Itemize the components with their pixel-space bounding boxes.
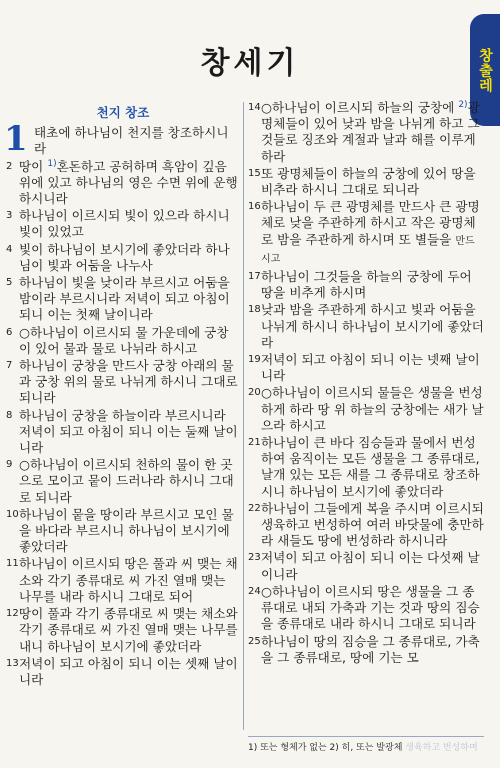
verse-number: 17 xyxy=(248,271,261,283)
verse-number: 16 xyxy=(248,201,261,213)
verse xyxy=(6,275,240,324)
verse-number: 19 xyxy=(248,354,261,366)
verse xyxy=(6,208,240,240)
verse xyxy=(248,550,484,582)
verse xyxy=(6,556,240,605)
verse xyxy=(248,100,484,165)
footnote-faded-text: 생육하고 번성하며 xyxy=(405,743,478,753)
verse-text: 광명체들이 있어 낮과 밤을 나뉘게 하고 그것들로 징조와 계절과 날과 해를 이루게 하라 xyxy=(261,100,480,164)
section-heading: 천지 창조 xyxy=(96,105,150,120)
chapter-number: 1 xyxy=(4,119,28,160)
verse-text: 저녁이 되고 아침이 되니 이는 셋째 날이니라 xyxy=(19,655,238,687)
verse-text: 하나님이 큰 바다 짐승들과 물에서 번성하여 움직이는 모든 생물을 그 종류대로, 날개 있는 모든 새를 그 종류대로 창조하시니 하나님이 보시기에 좋았더라 xyxy=(261,435,480,499)
verse xyxy=(248,385,484,434)
verse-number: 15 xyxy=(248,167,261,179)
verse-text: ○하나님이 이르시되 땅은 생물을 그 종류대로 내되 가축과 기는 것과 땅의 짐승을 종류대로 내라 하시니 그대로 되니라 xyxy=(261,583,480,632)
verse-text: ○하나님이 이르시되 물들은 생물을 번성하게 하라 땅 위 하늘의 궁창에는 새가 날으라 하시고 xyxy=(261,385,484,433)
verse-text-small: 만드시고 xyxy=(261,235,475,265)
verse xyxy=(6,159,240,208)
verse-number: 3 xyxy=(6,210,13,222)
verse xyxy=(6,325,240,357)
verse-text: 태초에 하나님이 천지를 창조하시니라 xyxy=(34,125,229,157)
right-column xyxy=(248,100,484,667)
verse-text: ○하나님이 이르시되 하늘의 궁창에 xyxy=(261,100,459,115)
verse-number: 22 xyxy=(248,502,261,514)
footnote-marker: 1) xyxy=(47,158,57,169)
verse-text: 빛이 하나님이 보시기에 좋았더라 하나님이 빛과 어둠을 나누사 xyxy=(19,241,230,273)
footnote-text: 1) 또는 형체가 없는 2) 히, 또는 발광체 xyxy=(248,743,403,753)
verse-number: 7 xyxy=(6,360,13,372)
verse-text: 저녁이 되고 아침이 되니 이는 넷째 날이니라 xyxy=(261,352,480,384)
verse xyxy=(248,352,484,384)
verse-text: 하나님이 그들에게 복을 주시며 이르시되 생육하고 번성하여 여러 바닷물에 충만하라 새들도 땅에 번성하라 하시니라 xyxy=(261,500,484,549)
verse-text: 하나님이 뭍을 땅이라 부르시고 모인 물을 바다라 부르시니 하나님이 보시기에 좋았더라 xyxy=(19,506,234,555)
verse-text: 하나님이 궁창을 하늘이라 부르시니라 저녁이 되고 아침이 되니 이는 둘째 날이니라 xyxy=(19,407,238,456)
verse-number: 21 xyxy=(248,437,261,449)
verse xyxy=(248,302,484,351)
verse-number: 11 xyxy=(6,558,19,570)
verse-number: 18 xyxy=(248,304,261,316)
verse-number: 24 xyxy=(248,585,261,597)
verse xyxy=(248,435,484,500)
verse xyxy=(6,242,240,274)
verse-text: ○하나님이 이르시되 천하의 물이 한 곳으로 모이고 뭍이 드러나라 하시니 그대로 되니라 xyxy=(19,457,234,505)
verse xyxy=(248,166,484,198)
verse-number: 10 xyxy=(6,508,19,520)
verse-text: 하나님이 이르시되 빛이 있으라 하시니 빛이 있었고 xyxy=(19,208,230,240)
verse-number: 6 xyxy=(6,326,13,338)
verse-text: 하나님이 빛을 낮이라 부르시고 어둠을 밤이라 부르시니라 저녁이 되고 아침이 되니 이는 첫째 날이니라 xyxy=(19,275,230,323)
verse-text: 하나님이 땅의 짐승을 그 종류대로, 가축을 그 종류대로, 땅에 기는 모 xyxy=(261,633,480,665)
verse xyxy=(6,507,240,556)
verse-number: 9 xyxy=(6,459,13,471)
verse-number: 23 xyxy=(248,552,261,564)
verse xyxy=(248,199,484,268)
verse-text: 하나님이 그것들을 하늘의 궁창에 두어 땅을 비추게 하시며 xyxy=(261,269,472,301)
verse-number: 12 xyxy=(6,608,19,620)
verse-text: 또 광명체들이 하늘의 궁창에 있어 땅을 비추라 하시니 그대로 되니라 xyxy=(261,165,476,198)
column-divider xyxy=(243,102,244,730)
verse xyxy=(248,634,484,666)
verse xyxy=(6,656,240,688)
verse-text: 저녁이 되고 아침이 되니 이는 다섯째 날이니라 xyxy=(261,550,480,582)
verse-text: 땅이 풀과 각기 종류대로 씨 맺는 채소와 각기 종류대로 씨 가진 열매 맺는 나무를 내니 하나님이 보시기에 좋았더라 xyxy=(19,606,238,654)
verse-number: 5 xyxy=(6,277,13,289)
verse xyxy=(6,606,240,655)
verse-text: 낮과 밤을 주관하게 하시고 빛과 어둠을 나뉘게 하시니 하나님이 보시기에 좋았더라 xyxy=(261,302,484,350)
verse-number: 20 xyxy=(248,387,261,399)
verse-text: 하나님이 두 큰 광명체를 만드사 큰 광명체로 낮을 주관하게 하시고 작은 광명체로 밤을 주관하게 하시며 또 별들을 xyxy=(261,199,480,247)
verse-number: 14 xyxy=(248,102,261,113)
verse xyxy=(248,584,484,633)
verse xyxy=(6,358,240,407)
verse-number: 8 xyxy=(6,409,13,421)
verse-text: 땅이 xyxy=(19,158,48,174)
verse-text: ○하나님이 이르시되 물 가운데에 궁창이 있어 물과 물로 나뉘라 하시고 xyxy=(19,324,229,356)
side-tab-label: 창출레 xyxy=(477,47,493,93)
verse xyxy=(248,269,484,301)
verse xyxy=(248,501,484,550)
verse-text: 하나님이 이르시되 땅은 풀과 씨 맺는 채소와 각기 종류대로 씨 가진 열매 맺는 나무를 내라 하시니 그대로 되어 xyxy=(19,556,238,604)
verse xyxy=(6,408,240,457)
verse-text: 혼돈하고 공허하며 흑암이 깊음 위에 있고 하나님의 영은 수면 위에 운행하시니라 xyxy=(19,158,238,207)
footnotes xyxy=(248,736,484,753)
verse-number: 25 xyxy=(248,635,261,647)
verse-number: 2 xyxy=(6,160,13,172)
footnote-marker: 2) xyxy=(458,99,468,110)
verse-number: 4 xyxy=(6,243,13,255)
page-title: 창세기 xyxy=(200,46,300,81)
verse xyxy=(4,119,240,160)
verse xyxy=(6,457,240,506)
left-column xyxy=(6,100,240,689)
verse-text: 하나님이 궁창을 만드사 궁창 아래의 물과 궁창 위의 물로 나뉘게 하시니 그대로 되니라 xyxy=(19,358,238,406)
verse-number: 13 xyxy=(6,657,19,669)
